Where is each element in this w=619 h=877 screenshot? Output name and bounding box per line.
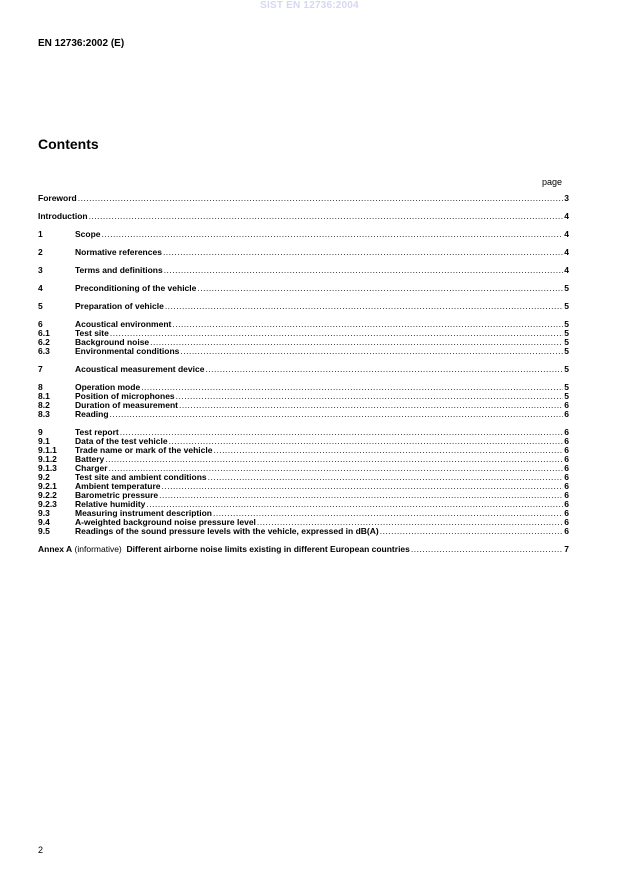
toc-entry-number: 9.4 (38, 518, 50, 527)
watermark: SIST EN 12736:2004 (260, 0, 359, 11)
toc-entry[interactable] (38, 338, 569, 347)
toc-entry-number: 9.2.3 (38, 500, 57, 509)
toc-entry-page: 6 (564, 410, 569, 419)
toc-entry-title: Charger (75, 464, 108, 473)
toc-entry-number: 8.2 (38, 401, 50, 410)
toc-entry-title: Data of the test vehicle (75, 437, 168, 446)
toc-entry-number: 9.2 (38, 473, 50, 482)
toc-entry[interactable] (38, 518, 569, 527)
toc-entry-page: 6 (564, 401, 569, 410)
toc-entry-title: Battery (75, 455, 105, 464)
toc-entry-number: 9.3 (38, 509, 50, 518)
toc-entry-title: Test report (75, 428, 119, 437)
toc-entry[interactable] (38, 428, 569, 437)
toc-entry[interactable] (38, 473, 569, 482)
toc-entry[interactable] (38, 482, 569, 491)
toc-entry-page: 6 (564, 437, 569, 446)
toc-entry-title: Preparation of vehicle (75, 302, 164, 311)
toc-entry-number: 4 (38, 284, 43, 293)
toc-entry[interactable] (38, 194, 569, 203)
table-of-contents (38, 194, 569, 554)
toc-entry-number: 6.3 (38, 347, 50, 356)
toc-entry[interactable] (38, 230, 569, 239)
toc-entry-title: Operation mode (75, 383, 141, 392)
toc-entry-number: 1 (38, 230, 43, 239)
toc-entry[interactable] (38, 491, 569, 500)
toc-entry-title: Introduction (38, 212, 88, 221)
toc-entry[interactable] (38, 527, 569, 536)
toc-entry-page: 6 (564, 428, 569, 437)
toc-entry-page: 4 (564, 248, 569, 257)
contents-heading: Contents (38, 136, 99, 152)
toc-entry-title: Readings of the sound pressure levels with the vehicle, expressed in dB(A) (75, 527, 379, 536)
toc-entry-title: Position of microphones (75, 392, 175, 401)
toc-entry-number: 9.1.2 (38, 455, 57, 464)
toc-entry-page: 6 (564, 482, 569, 491)
toc-entry-number: 9.5 (38, 527, 50, 536)
toc-entry-annex-a[interactable] (38, 545, 569, 554)
toc-entry-page: 4 (564, 212, 569, 221)
toc-entry[interactable] (38, 437, 569, 446)
toc-entry-number: 6.1 (38, 329, 50, 338)
toc-entry-page: 7 (564, 545, 569, 554)
toc-entry-page: 5 (564, 392, 569, 401)
toc-entry-title: Scope (75, 230, 101, 239)
toc-entry-number: 9.1.1 (38, 446, 57, 455)
toc-entry-number: 9.2.1 (38, 482, 57, 491)
toc-entry-title: Normative references (75, 248, 162, 257)
annex-title: Different airborne noise limits existing in different European countries (126, 545, 410, 554)
toc-entry-page: 6 (564, 491, 569, 500)
toc-entry[interactable] (38, 410, 569, 419)
toc-entry-title: Terms and definitions (75, 266, 163, 275)
toc-entry-title: Trade name or mark of the vehicle (75, 446, 213, 455)
toc-entry-page: 6 (564, 464, 569, 473)
toc-entry-number: 8.3 (38, 410, 50, 419)
toc-entry[interactable] (38, 383, 569, 392)
toc-entry[interactable] (38, 446, 569, 455)
toc-entry[interactable] (38, 266, 569, 275)
toc-entry[interactable] (38, 302, 569, 311)
toc-entry-number: 9.2.2 (38, 491, 57, 500)
toc-entry-page: 6 (564, 446, 569, 455)
toc-entry-number: 5 (38, 302, 43, 311)
toc-entry[interactable] (38, 347, 569, 356)
toc-entry-title: Barometric pressure (75, 491, 159, 500)
toc-entry-title: Acoustical measurement device (75, 365, 205, 374)
toc-entry[interactable] (38, 455, 569, 464)
toc-entry-number: 6.2 (38, 338, 50, 347)
toc-entry-number: 9 (38, 428, 43, 437)
toc-entry-page: 6 (564, 509, 569, 518)
toc-entry-title: Test site and ambient conditions (75, 473, 207, 482)
toc-entry[interactable] (38, 329, 569, 338)
toc-entry[interactable] (38, 248, 569, 257)
toc-entry-page: 5 (564, 365, 569, 374)
toc-entry-page: 5 (564, 347, 569, 356)
toc-entry-title: Measuring instrument description (75, 509, 212, 518)
toc-entry-number: 8 (38, 383, 43, 392)
toc-entry[interactable] (38, 509, 569, 518)
toc-entry[interactable] (38, 401, 569, 410)
toc-entry-page: 3 (564, 194, 569, 203)
toc-entry[interactable] (38, 365, 569, 374)
page-number: 2 (38, 845, 44, 855)
toc-entry-page: 5 (564, 320, 569, 329)
toc-entry-page: 5 (564, 284, 569, 293)
toc-entry-number: 6 (38, 320, 43, 329)
toc-entry[interactable] (38, 212, 569, 221)
document-id: EN 12736:2002 (E) (38, 38, 125, 49)
toc-entry-title: Acoustical environment (75, 320, 172, 329)
toc-entry-title: Test site (75, 329, 109, 338)
toc-entry-page: 5 (564, 383, 569, 392)
toc-entry[interactable] (38, 320, 569, 329)
toc-entry-page: 4 (564, 230, 569, 239)
toc-entry-page: 5 (564, 302, 569, 311)
toc-entry-number: 8.1 (38, 392, 50, 401)
toc-entry-page: 6 (564, 518, 569, 527)
toc-entry-page: 6 (564, 527, 569, 536)
toc-entry-title: Foreword (38, 194, 77, 203)
toc-entry-title: Ambient temperature (75, 482, 161, 491)
toc-entry-title: Reading (75, 410, 109, 419)
toc-entry[interactable] (38, 392, 569, 401)
toc-entry-title: Environmental conditions (75, 347, 180, 356)
annex-label: Annex A (38, 545, 73, 554)
toc-entry-page: 4 (564, 266, 569, 275)
toc-entry-number: 2 (38, 248, 43, 257)
page-column-label: page (541, 177, 562, 187)
toc-entry-title: Background noise (75, 338, 150, 347)
toc-entry-title: Relative humidity (75, 500, 146, 509)
toc-entry[interactable] (38, 500, 569, 509)
toc-entry-page: 5 (564, 338, 569, 347)
toc-entry-title: Preconditioning of the vehicle (75, 284, 197, 293)
toc-entry-page: 5 (564, 329, 569, 338)
annex-qualifier: (informative) (72, 545, 122, 554)
toc-entry[interactable] (38, 284, 569, 293)
toc-entry-page: 6 (564, 500, 569, 509)
toc-entry-number: 3 (38, 266, 43, 275)
toc-entry-number: 7 (38, 365, 43, 374)
toc-entry-title: Duration of measurement (75, 401, 178, 410)
toc-entry-number: 9.1.3 (38, 464, 57, 473)
toc-entry[interactable] (38, 464, 569, 473)
toc-entry-number: 9.1 (38, 437, 50, 446)
toc-entry-title: A-weighted background noise pressure level (75, 518, 256, 527)
toc-entry-page: 6 (564, 473, 569, 482)
toc-entry-page: 6 (564, 455, 569, 464)
